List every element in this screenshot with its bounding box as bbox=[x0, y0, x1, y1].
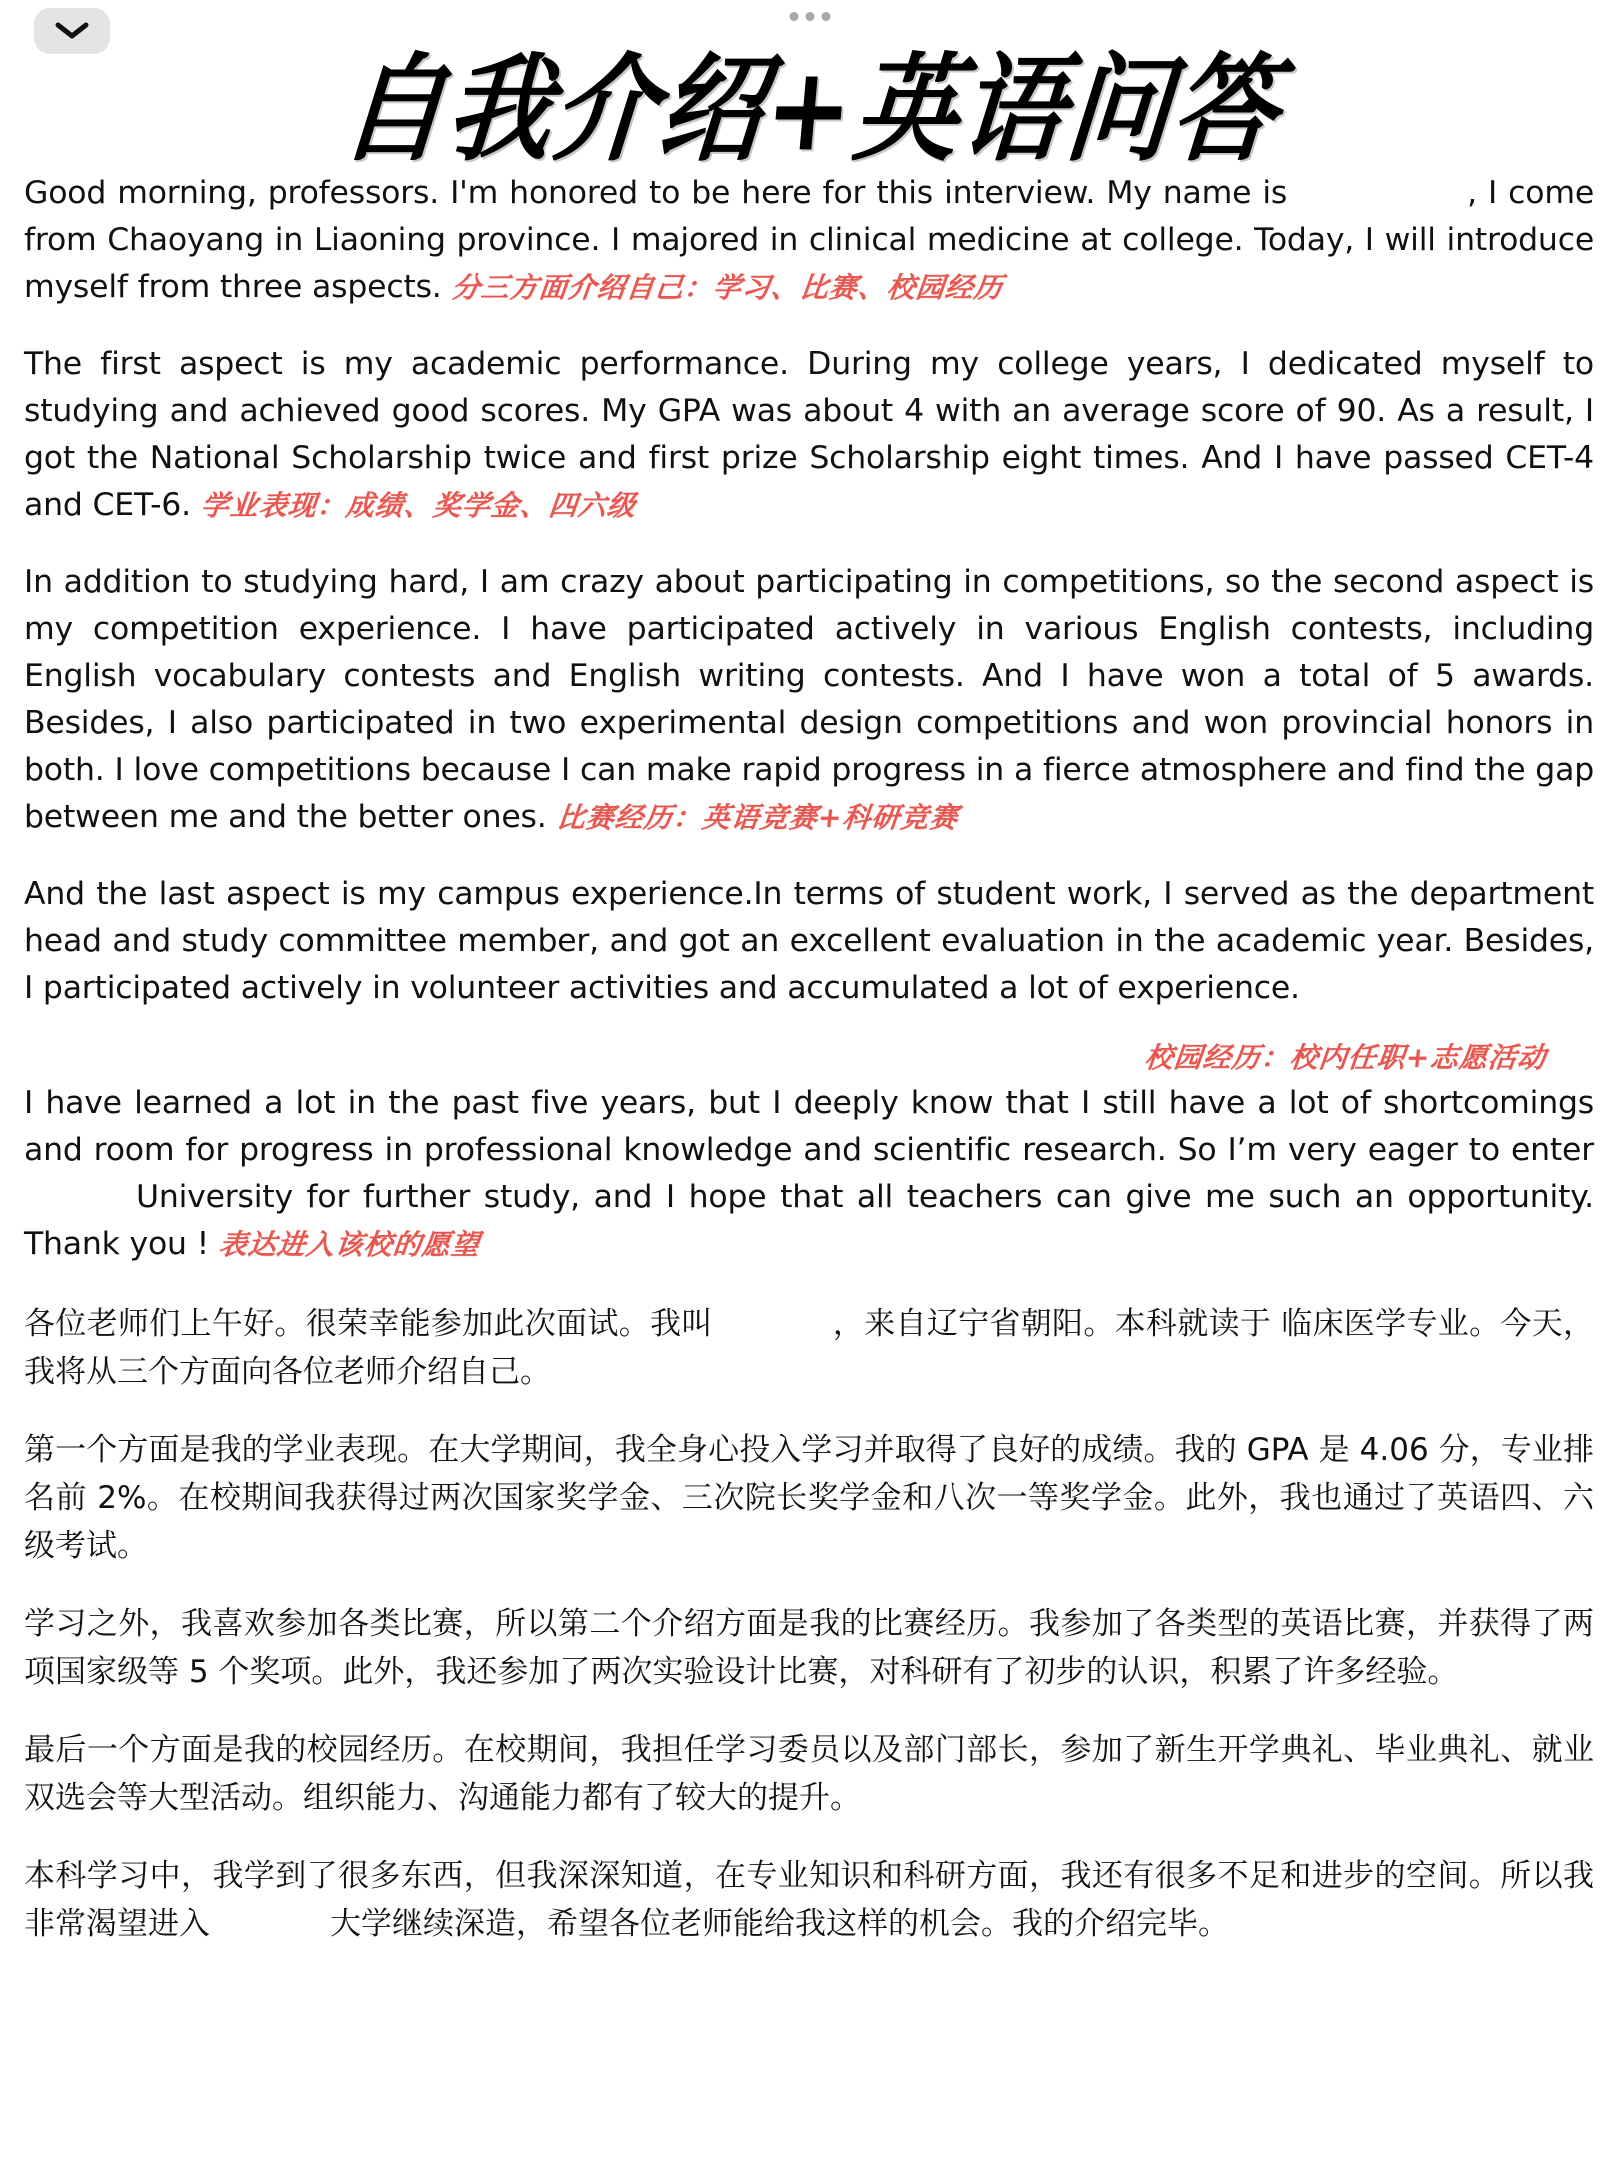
chinese-section bbox=[22, 1300, 1598, 1948]
dot-2 bbox=[806, 12, 815, 21]
annotation-academic: 学业表现：成绩、奖学金、四六级 bbox=[199, 489, 638, 523]
english-section bbox=[22, 170, 1598, 1268]
chinese-p5-text-a: 本科学习中，我学到了很多东西，但我深深知道，在专业知识和科研方面，我还有很多不足和进步的空间。所以我非常渴望进入 bbox=[24, 1858, 1594, 1943]
english-paragraph-5 bbox=[22, 1080, 1598, 1268]
section-divider bbox=[22, 1268, 1598, 1300]
english-paragraph-4 bbox=[22, 871, 1598, 1012]
annotation-competition: 比赛经历：英语竞赛+科研竞赛 bbox=[554, 801, 960, 835]
english-p1-text-b: , I come from Chaoyang in Liaoning province. I majored in clinical medicine at college. Today, I will introduce myself from three aspects. bbox=[24, 175, 1594, 306]
english-paragraph-3 bbox=[22, 559, 1598, 841]
chinese-paragraph-1 bbox=[22, 1300, 1598, 1396]
annotation-campus: 校园经历：校内任职+志愿活动 bbox=[1142, 1041, 1548, 1075]
chinese-p1-text-a: 各位老师们上午好。很荣幸能参加此次面试。我叫 bbox=[24, 1306, 713, 1343]
english-paragraph-2 bbox=[22, 341, 1598, 529]
chevron-down-icon bbox=[55, 21, 89, 41]
chinese-paragraph-3: 学习之外，我喜欢参加各类比赛，所以第二个介绍方面是我的比赛经历。我参加了各类型的英语比赛，并获得了两项国家级等 5 个奖项。此外，我还参加了两次实验设计比赛，对科研有了初步的认识，积累了许多经验。 bbox=[24, 1606, 1594, 1691]
annotation-aspects: 分三方面介绍自己：学习、比赛、校园经历 bbox=[449, 271, 1005, 305]
english-p5-text-a: I have learned a lot in the past five years, but I deeply know that I still have a lot of shortcomings and room for progress in professional knowledge and scientific research. So I’m very eager to enter bbox=[24, 1085, 1594, 1169]
english-p1-text-a: Good morning, professors. I'm honored to be here for this interview. My name is bbox=[24, 175, 1288, 212]
english-paragraph-1 bbox=[22, 170, 1598, 311]
chinese-paragraph-2: 第一个方面是我的学业表现。在大学期间，我全身心投入学习并取得了良好的成绩。我的 GPA 是 4.06 分，专业排名前 2%。在校期间我获得过两次国家奖学金、三次院长奖学金和八次一等奖学金。此外，我也通过了英语四、六级考试。 bbox=[24, 1432, 1594, 1565]
page-title: 自我介绍+英语问答 bbox=[335, 39, 1285, 178]
annotation-campus-line bbox=[22, 1036, 1598, 1076]
more-options-icon[interactable] bbox=[790, 12, 831, 21]
english-p2-text: The first aspect is my academic performance. During my college years, I dedicated myself to studying and achieved good scores. My GPA was about 4 with an average score of 90. As a result, I got the National Scholarship twice and first prize Scholarship eight times. And I have passed CET-4 and CET-6. bbox=[24, 346, 1594, 524]
chinese-p1-text-b: ，来自辽宁省朝阳。本科就读于 临床医学专业。今天，我将从三个方面向各位老师介绍自己。 bbox=[24, 1306, 1594, 1391]
english-p3-text: In addition to studying hard, I am crazy about participating in competitions, so the second aspect is my competition experience. I have participated actively in various English contests, including English vocabulary contests and English writing contests. And I have won a total of 5 awards. Besides, I also participated in two experimental design competitions and won provincial honors in both. I love competitions because I can make rapid progress in a fierce atmosphere and find the gap between me and the better ones. bbox=[24, 564, 1594, 836]
chinese-p5-text-b: 大学继续深造，希望各位老师能给我这样的机会。我的介绍完毕。 bbox=[330, 1906, 1229, 1943]
english-p5-text-b: University for further study, and I hope that all teachers can give me such an opportunity. Thank you ! bbox=[24, 1179, 1594, 1263]
chinese-paragraph-5 bbox=[22, 1852, 1598, 1948]
dot-1 bbox=[790, 12, 799, 21]
chinese-paragraph-4: 最后一个方面是我的校园经历。在校期间，我担任学习委员以及部门部长，参加了新生开学典礼、毕业典礼、就业双选会等大型活动。组织能力、沟通能力都有了较大的提升。 bbox=[24, 1732, 1594, 1817]
english-p4-text: And the last aspect is my campus experience.In terms of student work, I served as the department head and study committee member, and got an excellent evaluation in the academic year. Besides, I participated actively in volunteer activities and accumulated a lot of experience. bbox=[24, 876, 1594, 1007]
dot-3 bbox=[822, 12, 831, 21]
annotation-wish: 表达进入该校的愿望 bbox=[217, 1228, 482, 1262]
